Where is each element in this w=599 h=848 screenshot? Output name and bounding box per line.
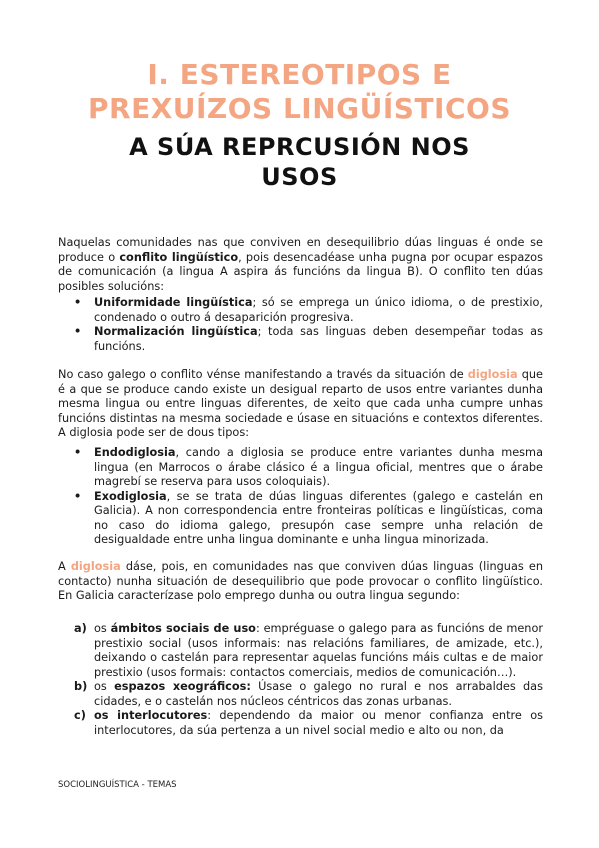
subtitle-line1: A SÚA REPRCUSIÓN NOS [129,133,470,161]
list-item [58,490,543,548]
term-diglosia: diglosia [70,560,121,573]
text-run: A [58,560,71,573]
term: espazos xeográficos: [114,680,251,693]
subtitle [0,132,599,192]
list-item [58,709,543,738]
main-title-line1: I. ESTEREOTIPOS E [147,58,452,91]
term: Uniformidade lingüística [94,296,253,309]
paragraph-conflict [58,236,543,294]
list-item [58,296,543,325]
term: os interlocutores [94,709,208,722]
list-item [58,622,543,680]
subtitle-line2: USOS [261,163,338,191]
paragraph-galicia [58,560,543,604]
main-title-line2: PREXUÍZOS LINGÜÍSTICOS [87,92,511,125]
list-marker: a) [74,622,87,635]
text-run: os [94,680,115,693]
term: Endodiglosia [94,446,176,459]
text-run: : dependendo da maior ou menor confianza entre os interlocutores, da súa pertenza a un nivel social medio e alto ou non, da [94,709,543,737]
list-item [58,680,543,709]
text-run: dáse, pois, en comunidades nas que conviven dúas linguas (linguas en contacto) nunha situación de desequilibrio que pode provocar o conflito lingüístico. En Galicia caracterízase polo emprego dunha ou outra lingua segundo: [58,560,543,602]
text-run: Úsase o galego no rural e nos arrabaldes das cidades, e o castelán nos núcleos céntricos das zonas urbanas. [94,680,543,708]
diglosia-types-list [58,446,543,548]
text-run: , cando a diglosia se produce entre variantes dunha mesma lingua (en Marrocos o árabe clásico é a lingua oficial, mentres que o árabe magrebí se reserva para usos coloquiais). [94,446,543,488]
text-run: Naquelas comunidades nas que conviven en desequilibrio dúas linguas é onde se produce o [58,236,543,264]
text-run: , se se trata de dúas linguas diferentes (galego e castelán en Galicia). A non correspondencia entre fronteiras políticas e lingüísticas, coma no caso do idioma galego, presupón case sempre unha relación de desigualdade entre unha lingua dominante e unha lingua minorizada. [94,489,543,546]
list-marker: c) [74,709,86,722]
text-run: : empréguase o galego para as funcións de menor prestixio social (usos informais: nas relacións familiares, de amizade, etc.), deixando o castelán para representar aquelas funcións máis cultas e de maior prestixio (usos formais: contactos comerciais, medios de comunicación…). [94,622,544,679]
term: Exodiglosia [94,489,167,503]
page-footer: SOCIOLINGUÍSTICA - TEMAS [58,780,177,790]
usage-criteria-list [58,622,543,738]
term-diglosia: diglosia [467,368,518,381]
paragraph-diglosia [58,368,543,441]
text-run: ; toda sas linguas deben desempeñar todas as funcións. [94,325,543,353]
term: ámbitos sociais de uso [110,622,256,635]
text-run: que é a que se produce cando existe un desigual reparto de usos entre variantes dunha mesma lingua ou entre linguas diferentes, de xeito que cada unha cumpre unhas funcións distintas na mesma sociedade e úsase en situacións e contextos diferentes. A diglosia pode ser de dous tipos: [58,368,543,439]
text-run: os [94,622,111,635]
term-conflito: conflito lingüístico [119,250,239,264]
list-item [58,446,543,490]
text-run: No caso galego o conflito vénse manifestando a través da situación de [58,368,468,381]
main-title [0,58,599,126]
text-run: ; só se emprega un único idioma, o de prestixio, condenado o outro á desaparición progresiva. [94,296,543,324]
text-run: , pois desencadéase unha pugna por ocupar espazos de comunicación (a lingua A aspira ás funcións da lingua B). O conflito ten dúas posibles solucións: [58,250,543,293]
list-item [58,325,543,354]
list-marker: b) [74,680,88,693]
term: Normalización lingüística [94,325,258,338]
solutions-list [58,296,543,354]
